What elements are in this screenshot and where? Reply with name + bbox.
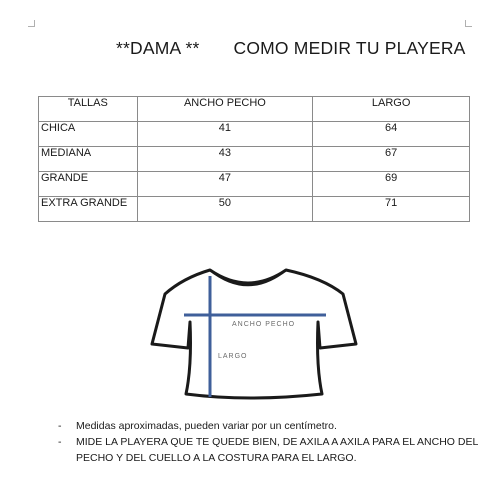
corner-mark-top-right [465,20,472,27]
ancho-value: 43 [137,147,313,172]
title-como-medir: COMO MEDIR TU PLAYERA [233,38,466,58]
note-text: MIDE LA PLAYERA QUE TE QUEDE BIEN, DE AXILA A AXILA PARA EL ANCHO DEL PECHO Y DEL CUELLO A LA COSTURA PARA EL LARGO. [76,436,478,464]
header-ancho-pecho: ANCHO PECHO [137,97,313,122]
table-row [39,172,470,197]
table-header-row [39,97,470,122]
title-dama: **DAMA ** [116,38,200,58]
largo-value: 67 [313,147,470,172]
ancho-value: 50 [137,197,313,222]
ancho-value: 47 [137,172,313,197]
tshirt-outline [152,270,356,398]
note-text: Medidas aproximadas, pueden variar por un centímetro. [76,420,337,432]
largo-label: LARGO [218,353,248,360]
largo-value: 71 [313,197,470,222]
tshirt-measure-diagram [148,266,408,412]
table-row [39,122,470,147]
ancho-value: 41 [137,122,313,147]
page-title [116,38,466,59]
list-item [58,418,478,434]
size-table [38,96,470,222]
table-row [39,197,470,222]
size-name: EXTRA GRANDE [39,197,138,222]
list-item [58,434,478,466]
corner-mark-top-left [28,20,35,27]
size-name: CHICA [39,122,138,147]
bullet-dash: - [58,436,62,448]
table-row [39,147,470,172]
header-largo: LARGO [313,97,470,122]
size-name: GRANDE [39,172,138,197]
ancho-pecho-label: ANCHO PECHO [232,321,296,328]
largo-value: 69 [313,172,470,197]
size-name: MEDIANA [39,147,138,172]
notes-list [58,418,478,466]
largo-value: 64 [313,122,470,147]
bullet-dash: - [58,420,62,432]
header-tallas: TALLAS [39,97,138,122]
